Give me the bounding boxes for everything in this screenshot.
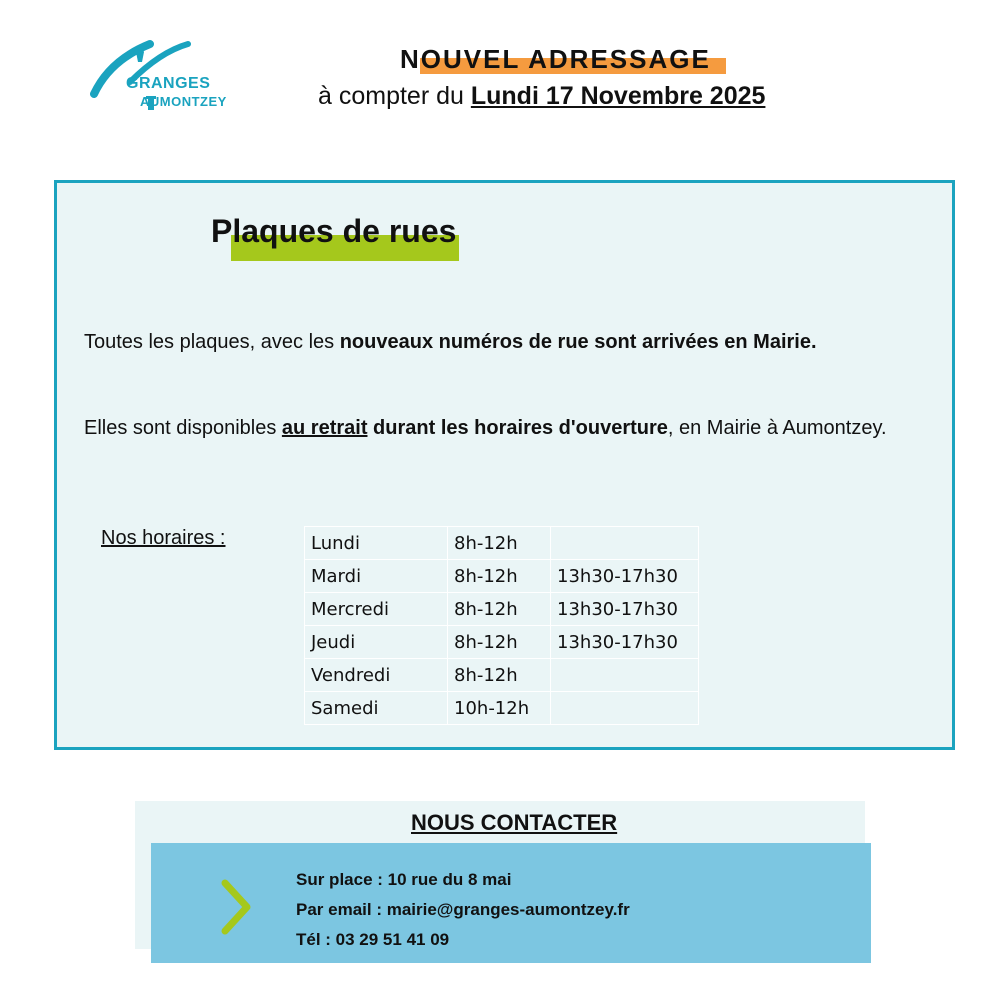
header-subtitle-prefix: à compter du (318, 82, 471, 110)
morning-hours-cell: 8h-12h (448, 527, 551, 560)
contact-details (296, 865, 630, 955)
table-row (305, 626, 699, 659)
table-row (305, 527, 699, 560)
morning-hours-cell: 8h-12h (448, 560, 551, 593)
header-subtitle (318, 82, 765, 111)
para1-normal: Toutes les plaques, avec les (84, 331, 340, 353)
para2-bold-underline: au retrait (281, 417, 368, 439)
main-content-box (54, 180, 955, 750)
morning-hours-cell: 8h-12h (448, 626, 551, 659)
afternoon-hours-cell (551, 692, 699, 725)
afternoon-hours-cell: 13h30-17h30 (551, 626, 699, 659)
paragraph-availability (84, 409, 932, 447)
day-cell: Samedi (305, 692, 448, 725)
para2-part1: Elles sont disponibles (84, 417, 282, 439)
afternoon-hours-cell (551, 659, 699, 692)
morning-hours-cell: 10h-12h (448, 692, 551, 725)
chevron-right-icon (217, 877, 257, 937)
morning-hours-cell: 8h-12h (448, 593, 551, 626)
para2-part2: , en Mairie à Aumontzey. (667, 417, 887, 439)
table-row (305, 560, 699, 593)
morning-hours-cell: 8h-12h (448, 659, 551, 692)
logo-text-granges: GRANGES (126, 75, 211, 92)
section-title (211, 213, 456, 250)
afternoon-hours-cell: 13h30-17h30 (551, 560, 699, 593)
contact-address: Sur place : 10 rue du 8 mai (296, 870, 512, 889)
table-row (305, 692, 699, 725)
day-cell: Vendredi (305, 659, 448, 692)
day-cell: Lundi (305, 527, 448, 560)
day-cell: Mardi (305, 560, 448, 593)
day-cell: Mercredi (305, 593, 448, 626)
day-cell: Jeudi (305, 626, 448, 659)
contact-email[interactable]: Par email : mairie@granges-aumontzey.fr (296, 900, 630, 919)
opening-hours-label: Nos horaires : (101, 527, 226, 549)
afternoon-hours-cell: 13h30-17h30 (551, 593, 699, 626)
header-title (400, 44, 711, 75)
afternoon-hours-cell (551, 527, 699, 560)
paragraph-plaques-arrived (84, 331, 934, 354)
logo (90, 38, 250, 118)
para2-bold: durant les horaires d'ouverture (373, 417, 668, 439)
header-title-text: NOUVEL ADRESSAGE (400, 44, 711, 74)
para1-bold: nouveaux numéros de rue sont arrivées en Mairie. (339, 331, 817, 353)
table-row (305, 593, 699, 626)
contact-title: NOUS CONTACTER (411, 810, 618, 835)
section-title-text: Plaques de rues (211, 213, 457, 249)
contact-box (151, 843, 871, 963)
opening-hours-table (304, 526, 699, 725)
logo-text-aumontzey: AUMONTZEY (140, 94, 227, 109)
header-date: Lundi 17 Novembre 2025 (470, 82, 766, 110)
contact-phone[interactable]: Tél : 03 29 51 41 09 (296, 930, 450, 949)
table-row (305, 659, 699, 692)
